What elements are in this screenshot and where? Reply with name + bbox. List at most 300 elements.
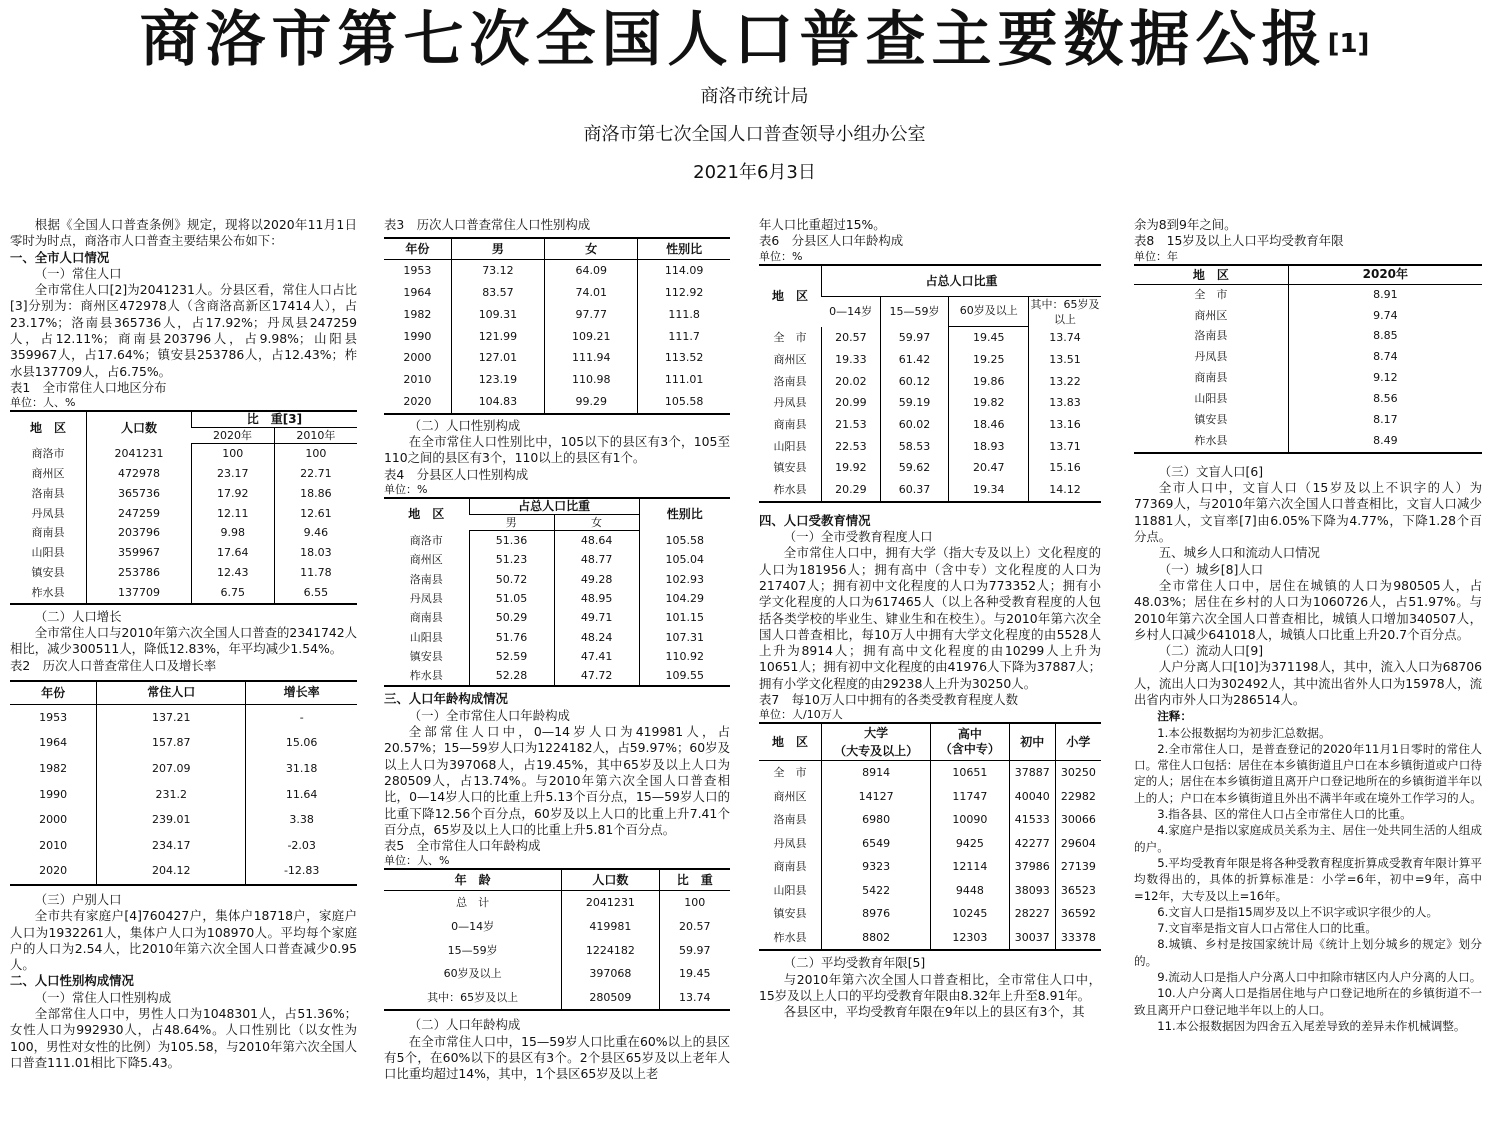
table5-body [384,891,730,1010]
table-cell: 113.52 [638,347,730,369]
table8 [1134,264,1482,454]
table-row [1134,410,1482,431]
table-cell: 48.24 [554,628,639,647]
table-row [10,807,357,833]
table-cell: 1953 [39,710,68,724]
table-cell: 247259 [87,504,192,524]
table-cell: 18.46 [949,414,1029,436]
table2-header: 增长率 [246,681,357,705]
table-cell: 12.61 [274,504,357,524]
table3-body [384,260,730,414]
table-cell: 19.45 [659,962,730,986]
table8-header: 2020年 [1288,265,1482,285]
table-cell: 1990 [403,329,432,343]
paragraph: 全市常住人口中，居住在城镇的人口为980505人，占48.03%；居住在乡村的人口为1060726人，占51.97%。与2010年第六次全国人口普查相比，城镇人口增加340507人，乡村人口减少641018人，城镇人口比重上升20.7个百分点。 [1134,577,1482,642]
table-cell: 2041231 [562,891,659,915]
paragraph: 人户分离人口[10]为371198人，其中，流入人口为68706人，流出人口为302492人，其中流出省外人口为15978人，流出省内市外人口为286514人。 [1134,659,1482,707]
table1-header: 2020年 [191,428,274,444]
table-row [384,628,730,647]
table-cell: 37887 [1009,761,1055,785]
table-cell: 121.99 [451,326,544,348]
table-cell: 洛南县 [31,486,65,500]
paragraph: 全市常住人口与2010年第六次全国人口普查的2341742人相比，减少300511人，降低12.83%，年平均减少1.54%。 [10,624,357,657]
table-cell: 109.21 [545,326,638,348]
table-cell: 9448 [931,879,1009,903]
table-row [759,926,1101,951]
note-item: 4.家庭户是指以家庭成员关系为主、居住一处共同生活的人组成的户。 [1134,823,1482,854]
paragraph: 与2010年第六次全国人口普查相比，全市常住人口中，15岁及以上人口的平均受教育年限由8.32年上升至8.91年。 [759,971,1101,1003]
table-cell: 11.64 [246,782,357,808]
table-cell: 239.01 [97,807,246,833]
table-cell: 60岁及以上 [443,967,502,981]
table-cell: 商州区 [773,352,807,366]
table1-header: 比 重[3] [191,411,357,428]
table5 [384,868,730,1011]
table-cell: 51.23 [469,550,554,569]
table-cell: 19.25 [949,349,1029,371]
table2-header: 年份 [10,681,97,705]
note-item: 8.城镇、乡村是按国家统计局《统计上划分城乡的规定》划分的。 [1134,937,1482,968]
table-row [384,647,730,666]
table-cell: 104.29 [639,589,730,608]
table7-header: 地 区 [759,723,822,761]
table-cell: 64.09 [545,260,638,282]
table-cell: 13.83 [1029,392,1102,414]
table3-header: 女 [545,238,638,260]
table-cell: 102.93 [639,570,730,589]
table-row [384,347,730,369]
table3-caption: 表3 历次人口普查常住人口性别构成 [384,217,591,232]
table-cell: 22.53 [822,436,881,458]
table-cell: 商南县 [1194,371,1228,385]
table-row [384,326,730,348]
table-cell: 柞水县 [773,483,807,497]
table-cell: 22.71 [274,464,357,484]
table-cell: 8802 [822,926,931,951]
table-cell: 19.45 [949,327,1029,349]
table-cell: 2041231 [87,444,192,464]
table-cell: 100 [659,891,730,915]
table-cell: 30250 [1055,761,1101,785]
table-cell: 13.74 [659,986,730,1011]
section-heading: 五、城乡人口和流动人口情况 [1158,545,1320,561]
table-cell: 42277 [1009,832,1055,856]
table-cell: 8.91 [1288,284,1482,305]
table-cell: 48.77 [554,550,639,569]
table-cell: 商南县 [409,611,443,625]
table-row [384,986,730,1011]
table-row [759,902,1101,926]
table-cell: 商南县 [773,417,807,431]
table6-header: 其中：65岁及以上 [1030,297,1100,326]
table-row [10,543,357,563]
table-cell: 镇安县 [31,566,65,580]
table-cell: 19.33 [822,349,881,371]
table-cell: 15—59岁 [447,943,498,957]
paragraph: 在全市常住人口中，15—59岁人口比重在60%以上的县区有5个，在60%以下的县区有3个。2个县区65岁及以上老年人口比重均超过14%，其中，1个县区65岁及以上老 [384,1033,730,1082]
table-cell: 15.16 [1029,457,1102,479]
table-cell: 9.98 [191,523,274,543]
table2-caption: 表2 历次人口普查常住人口及增长率 [10,657,217,673]
table-cell: 234.17 [97,833,246,859]
table-row [10,583,357,604]
table-cell: 6980 [822,808,931,832]
table-cell: 柞水县 [409,669,443,683]
table-cell: 50.72 [469,570,554,589]
subsection-heading: （一）全市受教育程度人口 [783,529,933,545]
table-cell: 2010 [403,373,432,387]
table-cell: 107.31 [639,628,730,647]
table-cell: 111.94 [545,347,638,369]
table-cell: 8914 [822,761,931,785]
notes [1134,708,1482,1034]
subsection-heading: （二）人口年龄构成 [408,1017,521,1033]
table-row [759,349,1101,371]
table-cell: 9323 [822,855,931,879]
table-cell: 13.51 [1029,349,1102,371]
table1-header: 2010年 [274,428,357,444]
table-cell: 97.77 [545,304,638,326]
table-cell: 101.15 [639,608,730,627]
subsection-heading: （一）常住人口 [34,265,122,281]
table8-unit: 单位：年 [1134,249,1178,263]
table-cell: -12.83 [246,858,357,885]
table1 [10,410,357,604]
table-row [10,730,357,756]
table-row [10,704,357,730]
table-cell: 商州区 [773,789,807,803]
note-item: 6.文盲人口是指15周岁及以上不识字或识字很少的人。 [1157,904,1439,919]
table-cell: 山阳县 [1194,392,1228,406]
table-cell: 60.02 [880,414,949,436]
table-cell: 9425 [931,832,1009,856]
table-cell: 74.01 [545,282,638,304]
table6-body [759,327,1101,502]
table7-body [759,761,1101,951]
table-cell: 22982 [1055,785,1101,809]
table-cell: 33378 [1055,926,1101,951]
notes-list [1134,725,1482,1035]
table-row [10,484,357,504]
paragraph: 全部常住人口中，男性人口为1048301人，占51.36%；女性人口为992930人，占48.64%。人口性别比（以女性为100，男性对女性的比例）为105.58，与2010年第六次全国人口普查111.01相比下降5.43。 [10,1006,357,1070]
table-cell: 19.34 [949,479,1029,502]
table-cell: 19.82 [949,392,1029,414]
table-cell: 8.56 [1288,389,1482,410]
table-cell: 114.09 [638,260,730,282]
table-row [759,371,1101,393]
table-cell: 111.01 [638,369,730,391]
table6-caption: 表6 分县区人口年龄构成 [759,233,904,249]
table-cell: 柞水县 [31,585,65,599]
table-row [759,855,1101,879]
table6-header: 地 区 [771,288,808,303]
table7 [759,722,1101,951]
paragraph: 在全市常住人口性别比中，105以下的县区有3个，105至110之间的县区有3个，110以上的县区有1个。 [384,434,730,466]
table7-header: 初中 [1009,723,1055,761]
table-cell: 48.64 [554,531,639,551]
table-row [384,260,730,282]
table-cell: 41533 [1009,808,1055,832]
table-row [759,327,1101,349]
table-cell: 2000 [39,813,68,827]
table-cell: -2.03 [246,833,357,859]
table-row [384,369,730,391]
table-cell: 3.38 [246,807,357,833]
table-cell: 49.71 [554,608,639,627]
table6-header: 0—14岁 [829,305,873,319]
table7-unit: 单位：人/10万人 [759,708,843,722]
table-row [10,833,357,859]
table-cell: 60.37 [880,479,949,502]
table-cell: 20.57 [822,327,881,349]
table-cell: 52.59 [469,647,554,666]
table3 [384,237,730,415]
table-cell: 镇安县 [409,649,443,663]
table-cell: 19.92 [822,457,881,479]
table-cell: 丹凤县 [773,396,807,410]
table-cell: 2000 [403,351,432,365]
table-row [384,550,730,569]
table-row [10,563,357,583]
subsection-heading: （一）常住人口性别构成 [34,989,172,1005]
subsection-heading: （一）城乡[8]人口 [1158,561,1264,577]
page-title: 商洛市第七次全国人口普查主要数据公报[1] [139,5,1370,75]
table-cell: 2020 [403,395,432,409]
table-cell: 51.05 [469,589,554,608]
table-cell: 13.74 [1029,327,1102,349]
table-row [759,761,1101,785]
table-cell: 203796 [87,523,192,543]
table-cell: 127.01 [451,347,544,369]
table7-caption: 表7 每10万人口中拥有的各类受教育程度人数 [759,691,1019,707]
section-heading: 二、人口性别构成情况 [10,973,134,989]
table-cell: 59.62 [880,457,949,479]
table-cell: 27139 [1055,855,1101,879]
table-cell: 18.86 [274,484,357,504]
publish-date: 2021年6月3日 [693,162,816,183]
table-cell: 商南县 [31,526,65,540]
table-cell: 472978 [87,464,192,484]
table-cell: 59.19 [880,392,949,414]
table-row [1134,284,1482,305]
table4-caption: 表4 分县区人口性别构成 [384,466,529,482]
subsection-heading: （一）全市常住人口年龄构成 [408,707,570,723]
issuer-1: 商洛市统计局 [700,86,809,107]
table-cell: 11.78 [274,563,357,583]
table-row [384,304,730,326]
table5-unit: 单位：人、% [384,854,450,868]
table-cell: 28227 [1009,902,1055,926]
table-cell: 镇安县 [773,461,807,475]
table-cell: 柞水县 [1194,433,1228,447]
table-cell: 丹凤县 [773,836,807,850]
table-cell: 73.12 [451,260,544,282]
table-cell: 全 市 [773,330,807,344]
table-cell: 83.57 [451,282,544,304]
table-row [10,858,357,885]
table1-caption: 表1 全市常住人口地区分布 [10,379,167,395]
table-row [1134,389,1482,410]
table-cell: 109.55 [639,666,730,686]
table-cell: 38093 [1009,879,1055,903]
table-row [759,785,1101,809]
table-cell: 全 市 [773,766,807,780]
table-row [384,915,730,939]
table-cell: 59.97 [659,939,730,963]
note-item: 5.平均受教育年限是将各种受教育程度折算成受教育年限计算平均数得出的，具体的折算标准是：小学=6年，初中=9年，高中=12年，大专及以上=16年。 [1134,855,1482,903]
table2 [10,680,357,886]
table-cell: 9.46 [274,523,357,543]
table-cell: 419981 [562,915,659,939]
table-cell: 山阳县 [773,883,807,897]
table-cell: 1953 [403,264,432,278]
table-row [384,570,730,589]
table-cell: 30037 [1009,926,1055,951]
issuer-2: 商洛市第七次全国人口普查领导小组办公室 [583,124,926,145]
table-cell: 17.92 [191,484,274,504]
section-heading: 一、全市人口情况 [10,249,110,265]
table-cell: - [246,704,357,730]
table-cell: 10245 [931,902,1009,926]
table-cell: 109.31 [451,304,544,326]
table-cell: 其中：65岁及以上 [427,990,519,1004]
table-cell: 18.03 [274,543,357,563]
table-cell: 111.7 [638,326,730,348]
table-row [1134,368,1482,389]
table-cell: 36592 [1055,902,1101,926]
table-row [759,414,1101,436]
column-4 [1134,217,1482,1034]
table4-header: 男 [469,515,554,531]
table-row [1134,431,1482,453]
table-cell: 2020 [39,864,68,878]
table-cell: 8.85 [1288,326,1482,347]
table-row [384,282,730,304]
subsection-heading: （三）户别人口 [34,891,122,907]
table-cell: 8976 [822,902,931,926]
table-cell: 47.41 [554,647,639,666]
table-cell: 231.2 [97,782,246,808]
table6-header: 占总人口比重 [822,265,1102,297]
table-cell: 商州区 [409,553,443,567]
table-cell: 50.29 [469,608,554,627]
table-row [10,756,357,782]
table1-header: 地 区 [30,420,67,435]
table-row [10,504,357,524]
table8-body [1134,284,1482,453]
table-cell: 60.12 [880,371,949,393]
paragraph: 全市共有家庭户[4]760427户，集体户18718户，家庭户人口为1932261人，集体户人口为108970人。平均每个家庭户的人口为2.54人，比2010年第六次全国人口普查减少0.95人。 [10,908,357,973]
subsection-heading: （二）平均受教育年限[5] [783,955,926,971]
table-cell: 40040 [1009,785,1055,809]
column-3 [759,217,1101,1020]
table-cell: 洛南县 [773,813,807,827]
column-2 [384,217,730,1083]
table-cell: 51.36 [469,531,554,551]
table-cell: 13.22 [1029,371,1102,393]
table-cell: 48.95 [554,589,639,608]
section-heading: 四、人口受教育情况 [759,512,871,528]
table-cell: 253786 [87,563,192,583]
table-cell: 397068 [562,962,659,986]
table-cell: 30066 [1055,808,1101,832]
table1-unit: 单位：人、% [10,396,76,410]
table-cell: 13.71 [1029,436,1102,458]
table-row [759,436,1101,458]
table-cell: 商洛市 [31,447,65,461]
table-row [759,808,1101,832]
table6 [759,264,1101,503]
table4-header: 性别比 [639,498,730,531]
paragraph: 年人口比重超过15%。 [759,217,886,232]
table7-header: 小学 [1055,723,1101,761]
table-cell: 1982 [39,762,68,776]
table1-body [10,444,357,604]
table5-header: 人口数 [562,869,659,891]
table-cell: 18.93 [949,436,1029,458]
table-cell: 49.28 [554,570,639,589]
table6-header: 15—59岁 [880,296,949,327]
table-row [10,444,357,464]
table-cell: 8.74 [1288,347,1482,368]
table-cell: 111.8 [638,304,730,326]
table-row [1134,347,1482,368]
table-row [759,479,1101,502]
note-item: 11.本公报数据因为四舍五入尾差导致的差异未作机械调整。 [1157,1018,1466,1033]
table-row [384,939,730,963]
paragraph: 余为8到9年之间。 [1134,217,1237,232]
table5-caption: 表5 全市常住人口年龄构成 [384,838,541,854]
table-cell: 5422 [822,879,931,903]
paragraph: 各县区中，平均受教育年限在9年以上的县区有3个，其 [783,1004,1085,1020]
table-row [759,457,1101,479]
table-cell: 11747 [931,785,1009,809]
table6-unit: 单位：% [759,249,803,263]
table-cell: 1224182 [562,939,659,963]
paragraph: 全部常住人口中，0—14岁人口为419981人，占20.57%；15—59岁人口为1224182人，占59.97%；60岁及以上人口为397068人，占19.45%，其中65岁及以上人口为280509人，占13.74%。与2010年第六次全国人口普查相比，0—14岁人口的比重上升5.13个百分点，15—59岁人口的比重下降12.56个百分点，60岁及以上人口的比重上升7.41个百分点，65岁及以上人口的比重上升5.81个百分点。 [384,724,730,837]
table-row [384,531,730,551]
table-row [384,891,730,915]
table-cell: 商南县 [773,860,807,874]
table-row [10,464,357,484]
column-1 [10,217,357,1071]
table-cell: 9.74 [1288,306,1482,327]
table-cell: 59.97 [880,327,949,349]
subsection-heading: （三）文盲人口[6] [1158,463,1264,479]
table5-header: 比 重 [659,869,730,891]
table-cell: 洛南县 [409,572,443,586]
table-row [1134,326,1482,347]
table-cell: 8.17 [1288,410,1482,431]
table-cell: 280509 [562,986,659,1011]
table-row [1134,306,1482,327]
table-cell: 20.29 [822,479,881,502]
table2-header: 常住人口 [97,681,246,705]
table6-header: 60岁及以上 [949,296,1029,326]
note-item: 2.全市常住人口，是普查登记的2020年11月1日零时的常住人口。常住人口包括：居住在本乡镇街道且户口在本乡镇街道或户口待定的人；居住在本乡镇街道且离开户口登记地所在的乡镇街道半年以上的人；户口在本乡镇街道且外出不满半年或在境外工作学习的人。 [1134,741,1482,805]
table-cell: 31.18 [246,756,357,782]
table-cell: 104.83 [451,391,544,414]
table-cell: 36523 [1055,879,1101,903]
table-cell: 2010 [39,838,68,852]
table4-body [384,531,730,687]
table-cell: 100 [274,444,357,464]
table-cell: 137.21 [97,704,246,730]
table-cell: 10651 [931,761,1009,785]
table-cell: 柞水县 [773,930,807,944]
table7-header: 高中 （含中专） [931,723,1009,761]
table3-header: 男 [451,238,544,260]
